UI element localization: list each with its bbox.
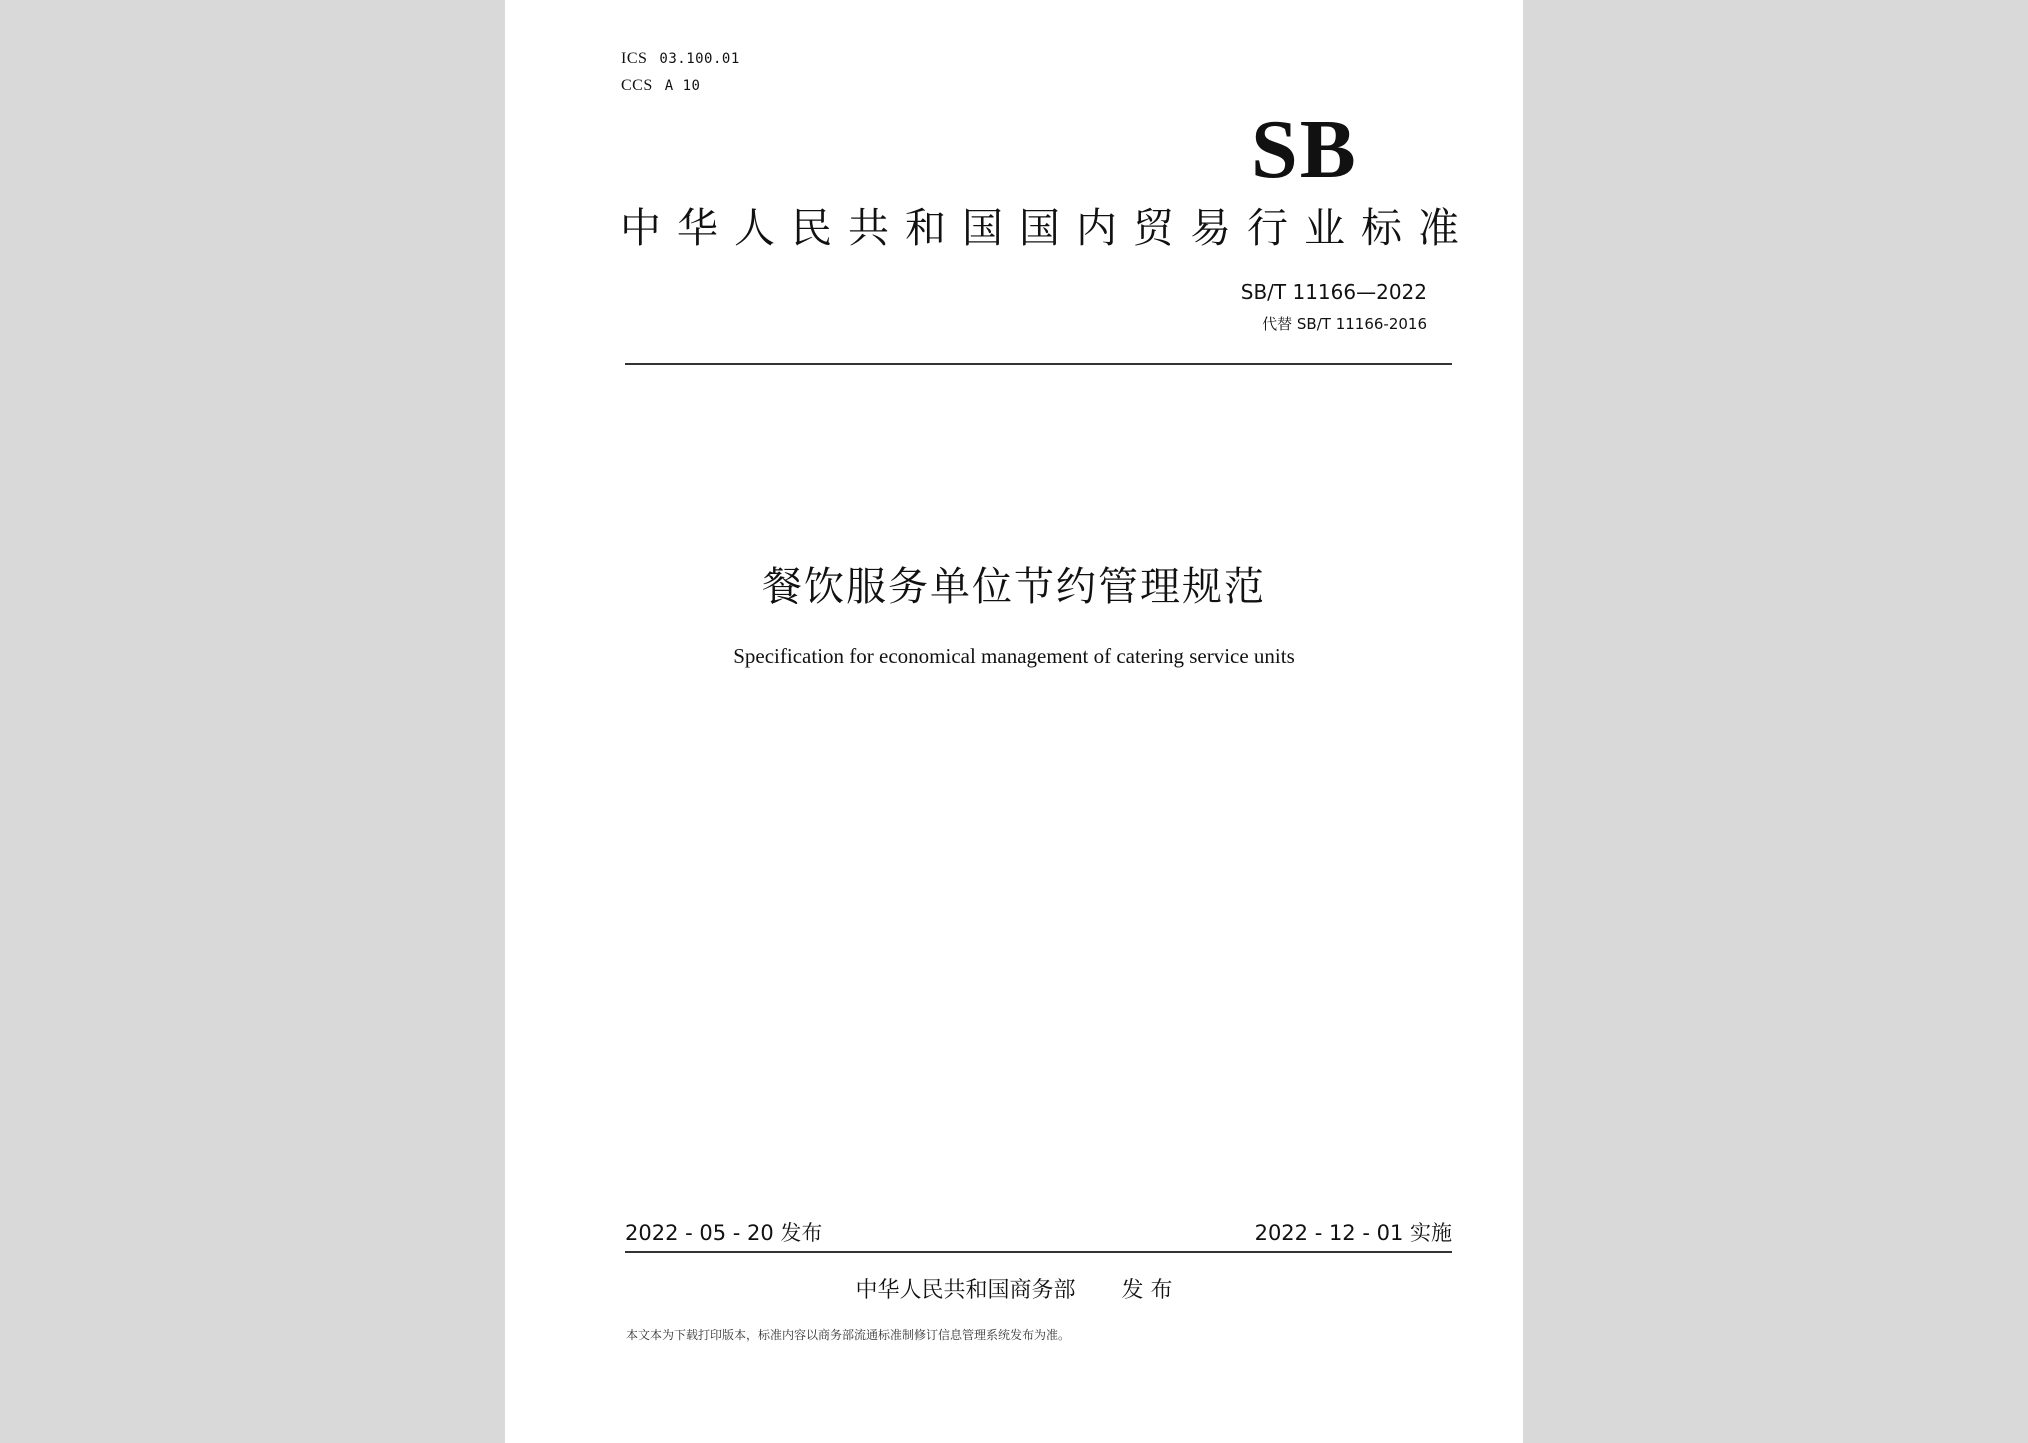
issuer-line [505,1273,1523,1304]
implementation-date: 2022 - 12 - 01 实施 [1254,1221,1452,1245]
issuer-name: 中华人民共和国商务部 [855,1278,1076,1303]
ics-value: 03.100.01 [659,51,740,67]
ics-code [621,50,740,68]
sb-logo: SB [1251,103,1358,196]
document-page [505,0,1523,1443]
ccs-label: CCS [621,77,653,94]
document-title-chinese: 餐饮服务单位节约管理规范 [762,564,1266,610]
document-title-english: Specification for economical management of catering service units [733,644,1295,668]
download-note: 本文本为下载打印版本，标准内容以商务部流通标准制修订信息管理系统发布为准。 [626,1328,1071,1342]
standard-category-title: 中华人民共和国国内贸易行业标准 [620,204,1475,252]
header-divider [625,363,1452,365]
ccs-code [621,77,700,95]
footer-divider [625,1251,1452,1253]
standard-number: SB/T 11166—2022 [1240,280,1427,304]
ics-label: ICS [621,50,648,67]
ccs-value: A 10 [664,78,701,94]
issue-word: 发 布 [1121,1278,1173,1303]
replaces-standard: 代替 SB/T 11166-2016 [1262,315,1427,333]
release-date: 2022 - 05 - 20 发布 [625,1221,823,1245]
